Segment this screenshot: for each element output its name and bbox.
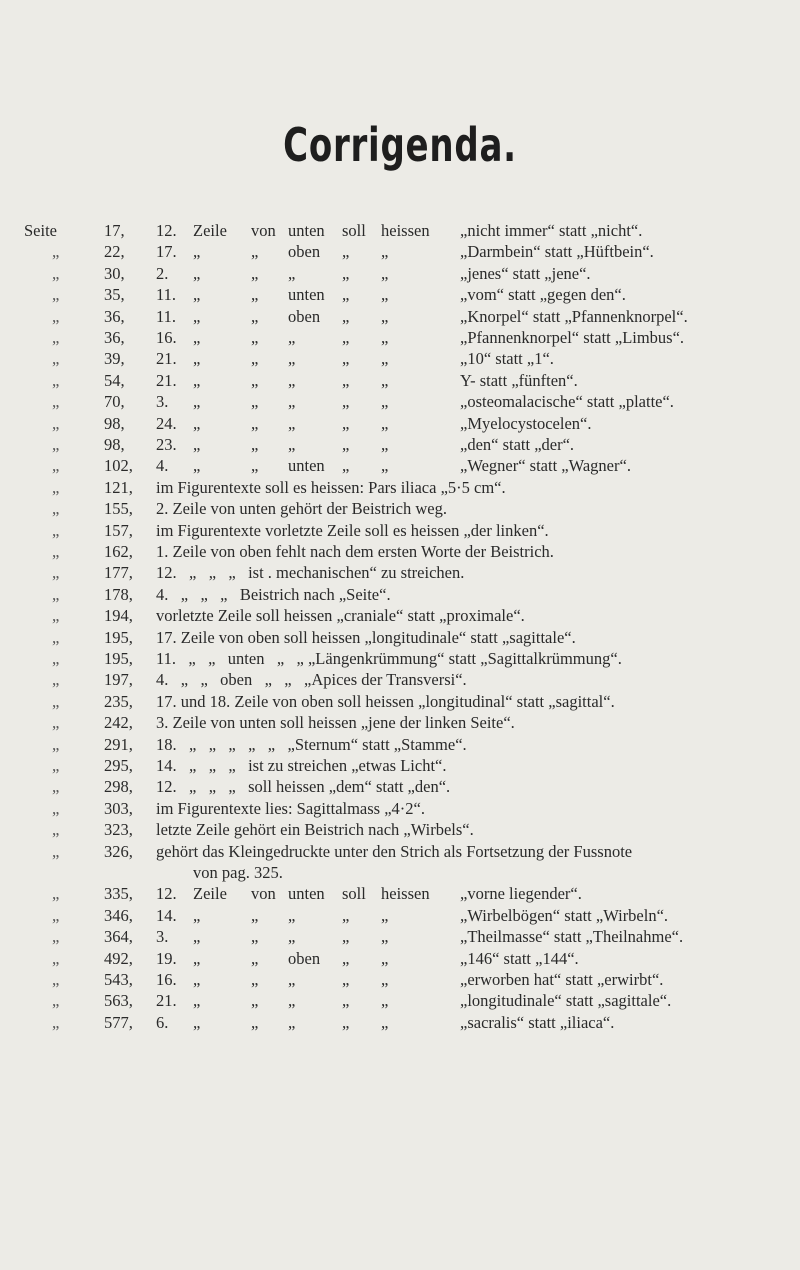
- page-number: 346,: [104, 905, 133, 925]
- corrigendum-row: [0, 755, 800, 777]
- line-number: 6.: [156, 1012, 169, 1032]
- position-word: oben: [288, 242, 321, 262]
- ditto-mark: „: [52, 734, 60, 754]
- corrigendum-row: [0, 220, 800, 242]
- soll-word: „: [342, 413, 350, 433]
- von-word: „: [251, 370, 259, 390]
- von-word: „: [251, 948, 259, 968]
- correction-text: „146“ statt „144“.: [460, 948, 579, 968]
- soll-word: „: [342, 349, 350, 369]
- corrigendum-row: [0, 306, 800, 328]
- corrigendum-row: [0, 413, 800, 435]
- ditto-mark: „: [52, 649, 60, 668]
- ditto-mark: „: [52, 285, 60, 305]
- continuation-text: von pag. 325.: [193, 863, 283, 882]
- zeile-word: „: [193, 285, 201, 305]
- soll-word: soll: [342, 221, 366, 240]
- von-word: von: [251, 884, 276, 904]
- corrigendum-row: [0, 776, 800, 798]
- soll-word: „: [342, 927, 350, 947]
- position-word: „: [288, 905, 296, 925]
- corrigendum-row: [0, 734, 800, 756]
- von-word: „: [251, 263, 259, 283]
- correction-text: 14. „ „ „ ist zu streichen „etwas Licht“.: [156, 756, 447, 775]
- ditto-mark: „: [52, 392, 60, 412]
- ditto-mark: „: [52, 520, 60, 540]
- soll-word: „: [342, 991, 350, 1011]
- von-word: „: [251, 413, 259, 433]
- correction-text: 17. und 18. Zeile von oben soll heissen „longitudinal“ statt „sagittal“.: [156, 691, 615, 711]
- soll-word: „: [342, 370, 350, 390]
- correction-text: „Knorpel“ statt „Pfannenknorpel“.: [460, 306, 688, 326]
- line-number: 19.: [156, 948, 177, 968]
- ditto-mark: „: [52, 242, 60, 262]
- heissen-word: heissen: [381, 884, 430, 904]
- position-word: „: [288, 370, 296, 390]
- page-number: 195,: [104, 627, 133, 647]
- line-number: 14.: [156, 905, 177, 925]
- correction-text: „Theilmasse“ statt „Theilnahme“.: [460, 927, 684, 947]
- corrigendum-row: [0, 969, 800, 991]
- correction-text: „sacralis“ statt „iliaca“.: [460, 1012, 615, 1032]
- correction-text: 3. Zeile von unten soll heissen „jene der linken Seite“.: [156, 713, 515, 733]
- corrigendum-row: [0, 990, 800, 1012]
- corrigendum-row: [0, 798, 800, 820]
- page-number: 563,: [104, 991, 133, 1011]
- zeile-word: „: [193, 263, 201, 283]
- ditto-mark: „: [52, 584, 60, 604]
- position-word: unten: [288, 221, 325, 240]
- correction-text: „Myelocystocelen“.: [460, 413, 592, 433]
- soll-word: „: [342, 905, 350, 925]
- ditto-mark: „: [52, 777, 60, 797]
- ditto-mark: „: [52, 670, 60, 690]
- correction-text: Y- statt „fünften“.: [460, 370, 578, 390]
- page-number: 235,: [104, 691, 133, 711]
- corrigendum-row: [0, 819, 800, 841]
- zeile-word: „: [193, 970, 201, 989]
- position-word: „: [288, 970, 296, 989]
- line-number: 4.: [156, 456, 169, 476]
- position-word: „: [288, 392, 296, 412]
- line-number: 17.: [156, 242, 177, 262]
- line-number: 16.: [156, 328, 177, 347]
- soll-word: „: [342, 263, 350, 283]
- line-number: 21.: [156, 349, 177, 369]
- heissen-word: „: [381, 306, 389, 326]
- page-number: 298,: [104, 777, 133, 797]
- soll-word: „: [342, 392, 350, 412]
- von-word: „: [251, 306, 259, 326]
- correction-text: „Wegner“ statt „Wagner“.: [460, 456, 631, 476]
- correction-text: 2. Zeile von unten gehört der Beistrich weg.: [156, 499, 447, 519]
- correction-text: 11. „ „ unten „ „ „Längenkrümmung“ statt „Sagittalkrümmung“.: [156, 649, 622, 668]
- heissen-word: „: [381, 370, 389, 390]
- corrigendum-row: [0, 584, 800, 606]
- position-word: „: [288, 328, 296, 347]
- corrigendum-row: [0, 455, 800, 477]
- ditto-mark: „: [52, 884, 60, 904]
- correction-text: 18. „ „ „ „ „ „Sternum“ statt „Stamme“.: [156, 734, 467, 754]
- position-word: „: [288, 435, 296, 454]
- zeile-word: „: [193, 948, 201, 968]
- page-number: 177,: [104, 563, 133, 583]
- corrigendum-row: [0, 391, 800, 413]
- corrigendum-row: [0, 926, 800, 948]
- zeile-word: „: [193, 413, 201, 433]
- page-number: 295,: [104, 756, 133, 775]
- ditto-mark: „: [52, 370, 60, 390]
- page-number: 335,: [104, 884, 133, 904]
- page-number: 102,: [104, 456, 133, 476]
- ditto-mark: „: [52, 991, 60, 1011]
- page-number: 492,: [104, 948, 133, 968]
- heissen-word: heissen: [381, 221, 430, 240]
- corrigendum-row: [0, 327, 800, 349]
- corrigendum-row: [0, 370, 800, 392]
- page-number: 326,: [104, 841, 133, 861]
- page-number: 194,: [104, 606, 133, 626]
- correction-text: „den“ statt „der“.: [460, 435, 575, 454]
- position-word: „: [288, 991, 296, 1011]
- corrigendum-row: [0, 691, 800, 713]
- ditto-mark: „: [52, 627, 60, 647]
- correction-text: „erworben hat“ statt „erwirbt“.: [460, 970, 664, 989]
- line-number: 12.: [156, 221, 177, 240]
- correction-text: 4. „ „ „ Beistrich nach „Seite“.: [156, 584, 391, 604]
- ditto-mark: „: [52, 1012, 60, 1032]
- correction-text: „vom“ statt „gegen den“.: [460, 285, 626, 305]
- von-word: „: [251, 991, 259, 1011]
- page-number: 303,: [104, 798, 133, 818]
- continuation-row: [0, 862, 800, 884]
- line-number: 23.: [156, 435, 177, 454]
- ditto-mark: „: [52, 691, 60, 711]
- ditto-mark: „: [52, 306, 60, 326]
- corrigendum-row: [0, 1012, 800, 1034]
- von-word: „: [251, 905, 259, 925]
- page-number: 197,: [104, 670, 133, 690]
- seite-label: Seite: [24, 221, 57, 240]
- von-word: von: [251, 221, 276, 240]
- page-number: 242,: [104, 713, 133, 733]
- soll-word: „: [342, 948, 350, 968]
- zeile-word: „: [193, 306, 201, 326]
- correction-text: „osteomalacische“ statt „platte“.: [460, 392, 674, 412]
- soll-word: „: [342, 456, 350, 476]
- ditto-mark: „: [52, 328, 60, 347]
- corrigendum-row: [0, 883, 800, 905]
- von-word: „: [251, 392, 259, 412]
- page-number: 36,: [104, 328, 125, 347]
- correction-text: „nicht immer“ statt „nicht“.: [460, 221, 643, 240]
- line-number: 24.: [156, 413, 177, 433]
- heissen-word: „: [381, 927, 389, 947]
- ditto-mark: „: [52, 841, 60, 861]
- ditto-mark: „: [52, 349, 60, 369]
- zeile-word: „: [193, 370, 201, 390]
- von-word: „: [251, 435, 259, 454]
- ditto-mark: „: [52, 756, 60, 775]
- zeile-word: „: [193, 991, 201, 1011]
- corrigendum-row: [0, 477, 800, 499]
- zeile-word: „: [193, 328, 201, 347]
- page-number: 121,: [104, 477, 133, 497]
- correction-text: „longitudinale“ statt „sagittale“.: [460, 991, 672, 1011]
- correction-text: 1. Zeile von oben fehlt nach dem ersten Worte der Beistrich.: [156, 542, 554, 561]
- heissen-word: „: [381, 242, 389, 262]
- position-word: „: [288, 927, 296, 947]
- von-word: „: [251, 456, 259, 476]
- ditto-mark: „: [52, 456, 60, 476]
- zeile-word: Zeile: [193, 884, 227, 904]
- ditto-mark: „: [52, 413, 60, 433]
- ditto-mark: „: [52, 970, 60, 989]
- position-word: „: [288, 1012, 296, 1032]
- corrigendum-row: [0, 541, 800, 563]
- zeile-word: „: [193, 927, 201, 947]
- position-word: unten: [288, 884, 325, 904]
- position-word: „: [288, 263, 296, 283]
- soll-word: „: [342, 435, 350, 454]
- page-number: 98,: [104, 435, 125, 454]
- position-word: oben: [288, 306, 321, 326]
- page-number: 22,: [104, 242, 125, 262]
- correction-text: „Pfannenknorpel“ statt „Limbus“.: [460, 328, 685, 347]
- page-number: 54,: [104, 370, 125, 390]
- von-word: „: [251, 349, 259, 369]
- heissen-word: „: [381, 285, 389, 305]
- page-number: 543,: [104, 970, 133, 989]
- zeile-word: Zeile: [193, 221, 227, 240]
- position-word: unten: [288, 456, 325, 476]
- ditto-mark: „: [52, 820, 60, 840]
- zeile-word: „: [193, 905, 201, 925]
- ditto-mark: „: [52, 435, 60, 454]
- heissen-word: „: [381, 1012, 389, 1032]
- corrigendum-row: [0, 562, 800, 584]
- soll-word: „: [342, 285, 350, 305]
- heissen-word: „: [381, 435, 389, 454]
- corrigendum-row: [0, 498, 800, 520]
- ditto-mark: „: [52, 927, 60, 947]
- corrigendum-row: [0, 712, 800, 734]
- zeile-word: „: [193, 456, 201, 476]
- line-number: 16.: [156, 970, 177, 989]
- page-number: 577,: [104, 1012, 133, 1032]
- zeile-word: „: [193, 242, 201, 262]
- von-word: „: [251, 285, 259, 305]
- page-number: 98,: [104, 413, 125, 433]
- corrigendum-row: [0, 948, 800, 970]
- soll-word: „: [342, 970, 350, 989]
- von-word: „: [251, 970, 259, 989]
- heissen-word: „: [381, 263, 389, 283]
- ditto-mark: „: [52, 798, 60, 818]
- corrigendum-row: [0, 434, 800, 456]
- page-number: 155,: [104, 499, 133, 519]
- ditto-mark: „: [52, 905, 60, 925]
- von-word: „: [251, 328, 259, 347]
- page-number: 35,: [104, 285, 125, 305]
- zeile-word: „: [193, 392, 201, 412]
- ditto-mark: „: [52, 542, 60, 561]
- line-number: 12.: [156, 884, 177, 904]
- correction-text: gehört das Kleingedruckte unter den Strich als Fortsetzung der Fussnote: [156, 841, 633, 861]
- line-number: 2.: [156, 263, 169, 283]
- line-number: 3.: [156, 927, 169, 947]
- von-word: „: [251, 1012, 259, 1032]
- correction-text: „vorne liegender“.: [460, 884, 582, 904]
- page-number: 157,: [104, 520, 133, 540]
- correction-text: 12. „ „ „ ist . mechanischen“ zu streichen.: [156, 563, 465, 583]
- soll-word: „: [342, 1012, 350, 1032]
- corrigendum-row: [0, 648, 800, 670]
- von-word: „: [251, 927, 259, 947]
- corrigendum-row: [0, 520, 800, 542]
- page-number: 364,: [104, 927, 133, 947]
- page-number: 17,: [104, 221, 125, 240]
- position-word: „: [288, 413, 296, 433]
- corrigendum-row: [0, 905, 800, 927]
- heissen-word: „: [381, 413, 389, 433]
- corrigendum-row: [0, 263, 800, 285]
- line-number: 11.: [156, 285, 177, 305]
- correction-text: letzte Zeile gehört ein Beistrich nach „Wirbels“.: [156, 820, 474, 840]
- corrigendum-row: [0, 605, 800, 627]
- zeile-word: „: [193, 435, 201, 454]
- page-number: 70,: [104, 392, 125, 412]
- ditto-mark: „: [52, 713, 60, 733]
- corrigendum-row: [0, 669, 800, 691]
- correction-text: im Figurentexte lies: Sagittalmass „4·2“.: [156, 798, 425, 818]
- ditto-mark: „: [52, 477, 60, 497]
- ditto-mark: „: [52, 563, 60, 583]
- correction-text: 4. „ „ oben „ „ „Apices der Transversi“.: [156, 670, 467, 690]
- ditto-mark: „: [52, 606, 60, 626]
- corrigendum-row: [0, 241, 800, 263]
- soll-word: soll: [342, 884, 366, 904]
- page-number: 36,: [104, 306, 125, 326]
- correction-text: 17. Zeile von oben soll heissen „longitudinale“ statt „sagittale“.: [156, 627, 576, 647]
- page-number: 39,: [104, 349, 125, 369]
- page-number: 178,: [104, 584, 133, 604]
- line-number: 3.: [156, 392, 169, 412]
- ditto-mark: „: [52, 263, 60, 283]
- correction-text: „jenes“ statt „jene“.: [460, 263, 591, 283]
- correction-text: „Darmbein“ statt „Hüftbein“.: [460, 242, 654, 262]
- correction-text: „10“ statt „1“.: [460, 349, 554, 369]
- heissen-word: „: [381, 328, 389, 347]
- von-word: „: [251, 242, 259, 262]
- corrigendum-row: [0, 284, 800, 306]
- page-title: Corrigenda.: [283, 118, 517, 172]
- zeile-word: „: [193, 349, 201, 369]
- page-number: 162,: [104, 542, 133, 561]
- page-number: 291,: [104, 734, 133, 754]
- corrigendum-row: [0, 841, 800, 863]
- page-number: 30,: [104, 263, 125, 283]
- heissen-word: „: [381, 991, 389, 1011]
- correction-text: im Figurentexte soll es heissen: Pars iliaca „5·5 cm“.: [156, 477, 506, 497]
- correction-text: im Figurentexte vorletzte Zeile soll es heissen „der linken“.: [156, 520, 549, 540]
- ditto-mark: „: [52, 948, 60, 968]
- position-word: oben: [288, 948, 321, 968]
- page-number: 195,: [104, 649, 133, 668]
- ditto-mark: „: [52, 499, 60, 519]
- corrigendum-row: [0, 627, 800, 649]
- heissen-word: „: [381, 392, 389, 412]
- correction-text: „Wirbelbögen“ statt „Wirbeln“.: [460, 905, 669, 925]
- position-word: unten: [288, 285, 325, 305]
- line-number: 21.: [156, 370, 177, 390]
- heissen-word: „: [381, 349, 389, 369]
- corrigendum-row: [0, 348, 800, 370]
- line-number: 11.: [156, 306, 177, 326]
- correction-text: 12. „ „ „ soll heissen „dem“ statt „den“.: [156, 777, 451, 797]
- heissen-word: „: [381, 970, 389, 989]
- soll-word: „: [342, 306, 350, 326]
- correction-text: vorletzte Zeile soll heissen „craniale“ statt „proximale“.: [156, 606, 525, 626]
- page-number: 323,: [104, 820, 133, 840]
- zeile-word: „: [193, 1012, 201, 1032]
- heissen-word: „: [381, 456, 389, 476]
- soll-word: „: [342, 242, 350, 262]
- heissen-word: „: [381, 948, 389, 968]
- position-word: „: [288, 349, 296, 369]
- heissen-word: „: [381, 905, 389, 925]
- soll-word: „: [342, 328, 350, 347]
- line-number: 21.: [156, 991, 177, 1011]
